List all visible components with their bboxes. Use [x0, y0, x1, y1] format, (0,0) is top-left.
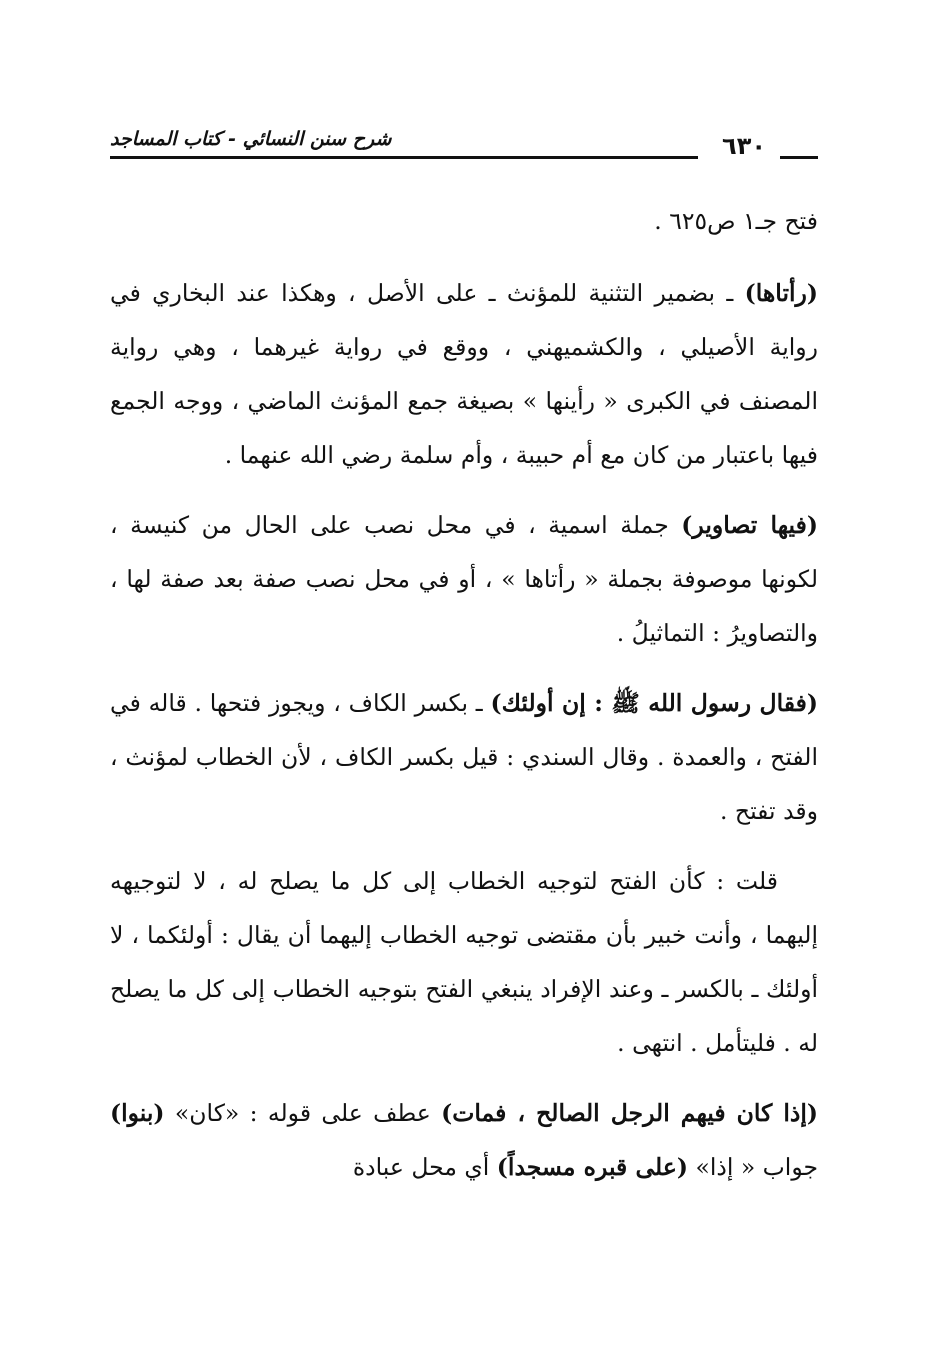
running-title: شرح سنن النسائي - كتاب المساجد [110, 128, 392, 150]
commentary-text: فتح جـ١ ص٦٢٥ . [654, 207, 818, 235]
lemma-text: (فيها تصاوير) [681, 511, 818, 539]
header-rule-short [780, 156, 818, 159]
header-rule [110, 156, 698, 159]
page-number: ٦٣٠ [722, 132, 766, 160]
commentary-text: ـ بضمير التثنية للمؤنث ـ على الأصل ، وهكذا عند البخاري في رواية الأصيلي ، والكشميهني ، ووقع في رواية غيرهما ، وهي رواية المصنف في الكبرى « رأينها » بصيغة جمع المؤنث الماضي ، ووجه الجمع فيها باعتبار من كان مع أم حبيبة ، وأم سلمة رضي الله عنهما . [110, 279, 818, 469]
lemma-text: (رأتاها) [744, 279, 818, 307]
commentary-text: أي محل عبادة [352, 1153, 497, 1181]
commentary-text: عطف على قوله : «كان» [164, 1099, 442, 1127]
page-header [110, 118, 818, 160]
book-page [110, 118, 818, 1258]
commentary-text: قلت : كأن الفتح لتوجيه الخطاب إلى كل ما يصلح له ، لا لتوجيهه إليهما ، وأنت خبير بأن مقتضى توجيه الخطاب إليهما أن يقال : أولئكما ، لا أولئك ـ بالكسر ـ وعند الإفراد ينبغي الفتح بتوجيه الخطاب إلى كل ما يصلح له . فليتأمل . انتهى . [110, 867, 818, 1057]
lemma-text: (فقال رسول الله ﷺ : إن أولئك) [490, 689, 818, 717]
lemma-text: (على قبره مسجداً) [496, 1153, 688, 1181]
paragraph [110, 266, 818, 482]
lemma-text: (إذا كان فيهم الرجل الصالح ، فمات) [441, 1099, 818, 1127]
paragraph [110, 1086, 818, 1194]
paragraph [110, 498, 818, 660]
paragraph [110, 676, 818, 838]
paragraph [110, 854, 818, 1070]
commentary-text: جواب « إذا» [687, 1153, 818, 1181]
commentary-text: ـ بكسر الكاف ، ويجوز فتحها . قاله في الفتح ، والعمدة . وقال السندي : قيل بكسر الكاف ، لأن الخطاب لمؤنث ، وقد تفتح . [110, 689, 818, 825]
paragraph [110, 194, 818, 248]
lemma-text: (بنوا) [110, 1099, 165, 1127]
commentary-text: جملة اسمية ، في محل نصب على الحال من كنيسة ، لكونها موصوفة بجملة « رأتاها » ، أو في محل نصب صفة بعد صفة لها ، والتصاويرُ : التماثيلُ . [110, 511, 818, 647]
page-body [110, 194, 818, 1194]
